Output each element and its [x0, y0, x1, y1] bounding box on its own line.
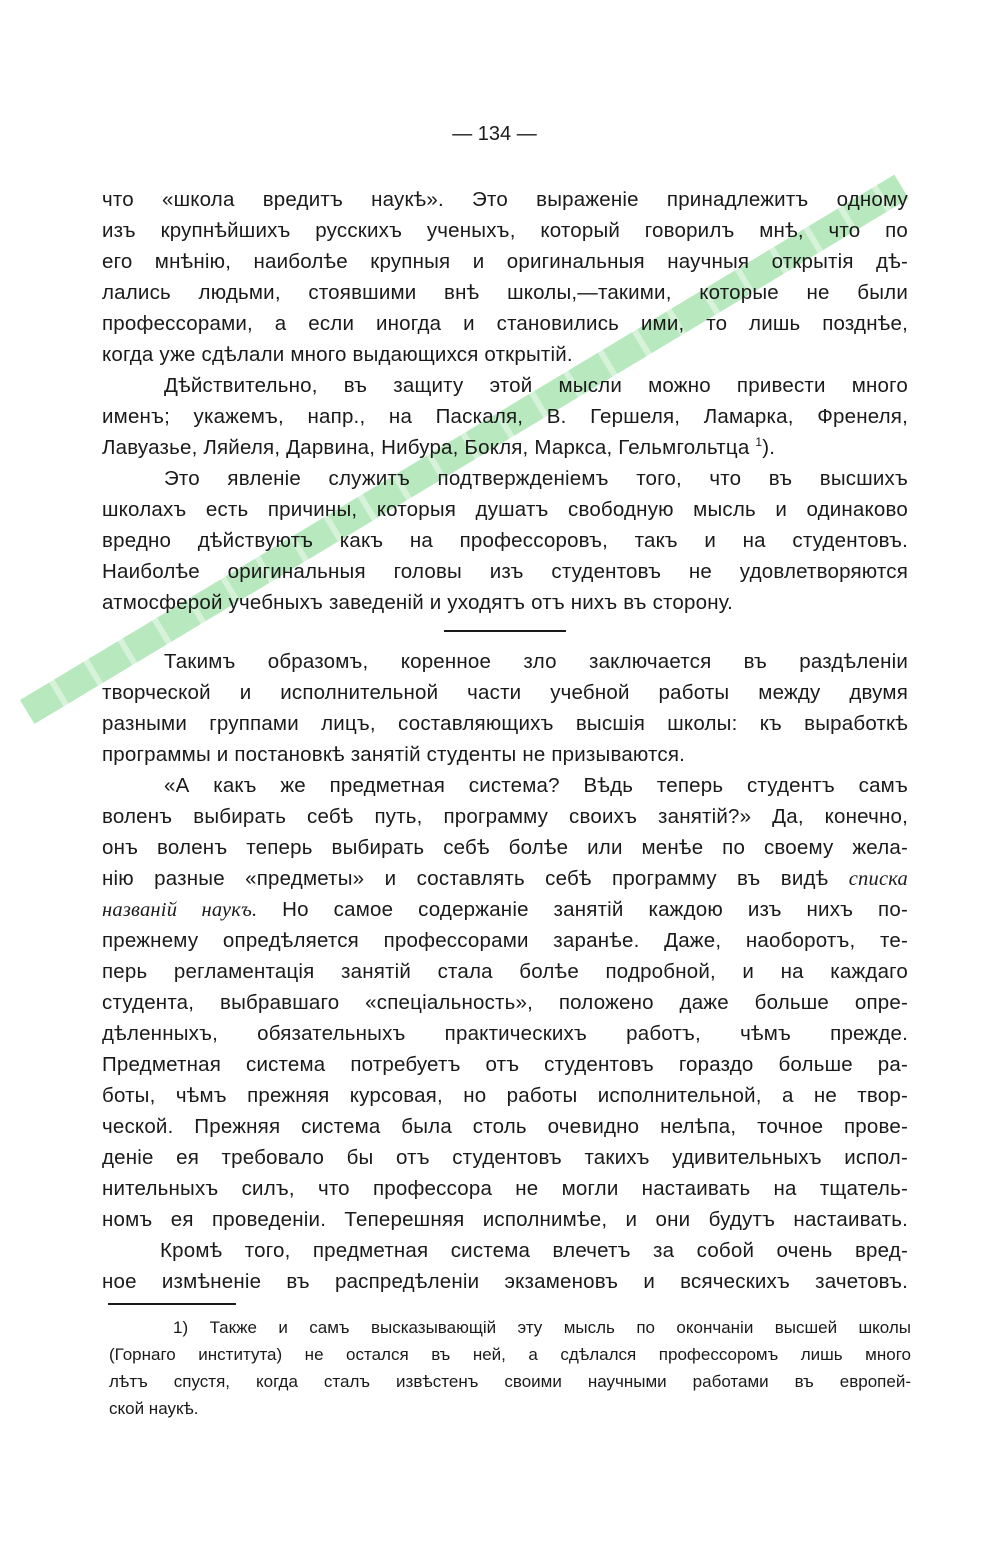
text-line: студента, выбравшаго «спеціальность», положено даже больше опре-: [102, 991, 908, 1014]
footnote-text: Также и самъ высказывающій эту мысль по окончаніи высшей школы: [209, 1318, 911, 1337]
text-line: нительныхъ силъ, что профессора не могли настаивать на тщатель-: [102, 1177, 908, 1200]
footnote-line: ской наукѣ.: [109, 1399, 199, 1418]
paragraph-4: [102, 646, 908, 770]
paragraph-1: [102, 184, 908, 370]
text-line: что «школа вредитъ наукѣ». Это выраженіе принадлежитъ одному: [102, 188, 908, 211]
text-line: Наиболѣе оригинальныя головы изъ студентовъ не удовлетворяются: [102, 560, 908, 583]
text-line: ческой. Прежняя система была столь очевидно нелѣпа, точное прове-: [102, 1115, 908, 1138]
footnote-line: (Горнаго института) не остался въ ней, а сдѣлался профессоромъ лишь много: [109, 1345, 911, 1364]
text-line: разными группами лицъ, составляющихъ высшія школы: къ выработкѣ: [102, 712, 908, 735]
footnote-reference: 1: [755, 435, 763, 450]
paragraph-5: [102, 770, 908, 1235]
text-line: Дѣйствительно, въ защиту этой мысли можно привести много: [164, 374, 908, 397]
text-line: воленъ выбирать себѣ путь, программу своихъ занятій?» Да, конечно,: [102, 805, 908, 828]
text-line: Предметная система потребуетъ отъ студентовъ гораздо больше ра-: [102, 1053, 908, 1076]
footnote: [109, 1314, 911, 1422]
footnote-line: [109, 1314, 911, 1341]
text-line: Кромѣ того, предметная система влечетъ за собой очень вред-: [160, 1239, 908, 1262]
text-line: вредно дѣйствуютъ какъ на профессоровъ, такъ и на студентовъ.: [102, 529, 908, 552]
text-line: профессорами, а если иногда и становились ими, то лишь позднѣе,: [102, 312, 908, 335]
page-number: — 134 —: [452, 123, 537, 145]
footnote-divider: [108, 1303, 236, 1305]
text-line: ное измѣненіе въ распредѣленіи экзаменовъ и всяческихъ зачетовъ.: [102, 1270, 908, 1293]
italic-text: названій наукъ.: [102, 899, 258, 921]
text-line: боты, чѣмъ прежняя курсовая, но работы исполнительной, а не твор-: [102, 1084, 908, 1107]
text-line: онъ воленъ теперь выбирать себѣ болѣе или менѣе по своему жела-: [102, 836, 908, 859]
section-divider: [444, 630, 566, 632]
text-line: творческой и исполнительной части учебной работы между двумя: [102, 681, 908, 704]
text-line-content: Но самое содержаніе занятій каждою изъ нихъ по-: [282, 898, 908, 921]
text-line: атмосферой учебныхъ заведеній и уходятъ отъ нихъ въ сторону.: [102, 591, 734, 614]
text-line: перь регламентація занятій стала болѣе подробной, и на каждаго: [102, 960, 908, 983]
text-line: когда уже сдѣлали много выдающихся открытій.: [102, 343, 573, 366]
footnote-marker: 1): [173, 1318, 189, 1337]
text-line-content: Лавуазье, Ляйеля, Дарвина, Нибура, Бокля, Маркса, Гельмгольтца: [102, 436, 750, 459]
text-line: деніе ея требовало бы отъ студентовъ такихъ удивительныхъ испол-: [102, 1146, 908, 1169]
text-line-content: нію разные «предметы» и составлять себѣ программу въ видѣ: [102, 867, 829, 890]
text-line: изъ крупнѣйшихъ русскихъ ученыхъ, который говорилъ мнѣ, что по: [102, 219, 908, 242]
text-line: номъ ея проведеніи. Теперешняя исполнимѣе, и они будутъ настаивать.: [102, 1208, 908, 1231]
text-line: [102, 894, 908, 925]
text-line: Такимъ образомъ, коренное зло заключается въ раздѣленіи: [164, 650, 908, 673]
text-line: его мнѣнію, наиболѣе крупныя и оригинальныя научныя открытія дѣ-: [102, 250, 908, 273]
paragraph-6: [102, 1235, 908, 1297]
text-line: лались людьми, стоявшими внѣ школы,—такими, которые не были: [102, 281, 908, 304]
text-line: прежнему опредѣляется профессорами заранѣе. Даже, наоборотъ, те-: [102, 929, 908, 952]
text-line-tail: ).: [762, 436, 776, 459]
text-line: [102, 432, 908, 463]
text-line: именъ; укажемъ, напр., на Паскаля, В. Гершеля, Ламарка, Френеля,: [102, 405, 908, 428]
text-line: «А какъ же предметная система? Вѣдь теперь студентъ самъ: [164, 774, 908, 797]
text-line: [102, 863, 908, 894]
paragraph-2: [102, 370, 908, 463]
paragraph-3: [102, 463, 908, 618]
text-line: программы и постановкѣ занятій студенты не призываются.: [102, 743, 686, 766]
text-line: Это явленіе служитъ подтвержденіемъ того, что въ высшихъ: [164, 467, 908, 490]
text-line: школахъ есть причины, которыя душатъ свободную мысль и одинаково: [102, 498, 908, 521]
footnote-line: лѣтъ спустя, когда сталъ извѣстенъ своими научными работами въ европей-: [109, 1372, 911, 1391]
text-line: дѣленныхъ, обязательныхъ практическихъ работъ, чѣмъ прежде.: [102, 1022, 908, 1045]
italic-text: списка: [848, 868, 908, 890]
